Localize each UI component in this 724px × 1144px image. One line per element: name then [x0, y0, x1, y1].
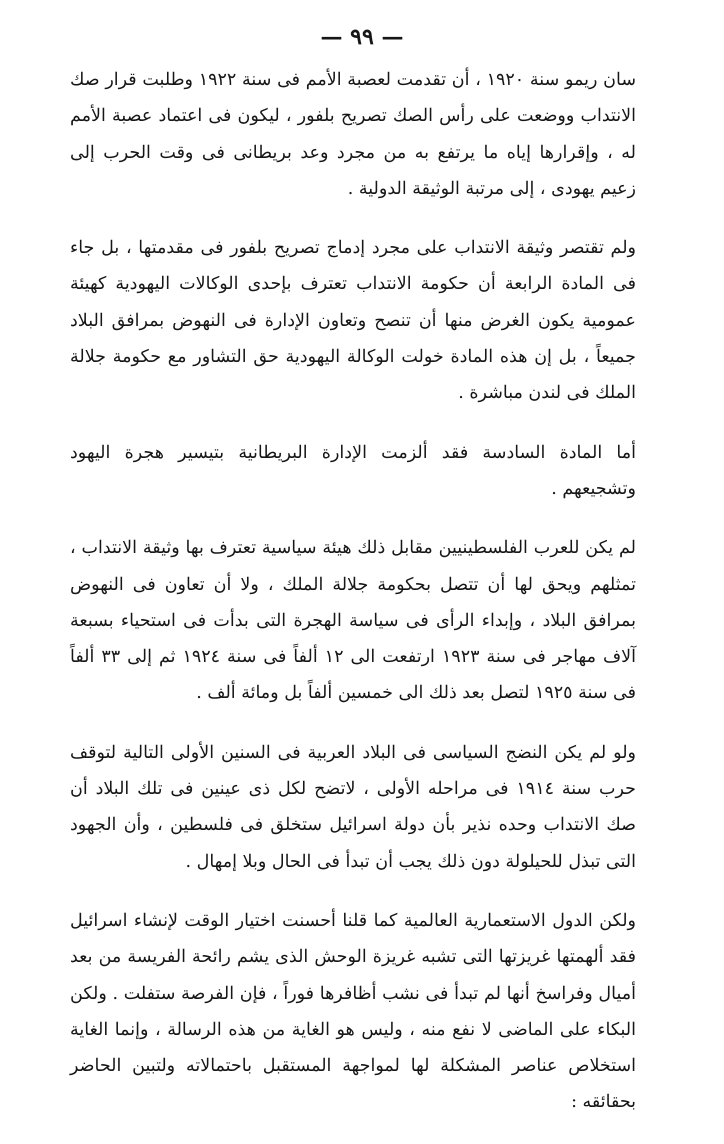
page-number: — ٩٩ —: [320, 24, 404, 50]
paragraph-2: ولم تقتصر وثيقة الانتداب على مجرد إدماج تصريح بلفور فى مقدمتها ، بل جاء فى المادة الرابعة أن حكومة الانتداب تعترف بإحدى الوكالات اليهودية كهيئة عمومية يكون الغرض منها أن تنصح وتعاون الإدارة فى النهوض بمرافق البلاد جميعاً ، بل إن هذه المادة خولت الوكالة اليهودية حق التشاور مع حكومة جلالة الملك فى لندن مباشرة .: [70, 238, 636, 404]
paragraph-3: أما المادة السادسة فقد ألزمت الإدارة البريطانية بتيسير هجرة اليهود وتشجيعهم .: [70, 442, 636, 499]
page-text: [70, 62, 636, 1144]
paragraph-6: ولكن الدول الاستعمارية العالمية كما قلنا أحسنت اختيار الوقت لإنشاء اسرائيل فقد ألهمتها غريزتها التى تشبه غريزة الوحش الذى يشم رائحة الفريسة من بعد أميال وفراسخ أنها لم تبدأ فى نشب أظافرها فوراً ، فإن الفرصة ستفلت . ولكن البكاء على الماضى لا نفع منه ، وليس هو الغاية من هذه الرسالة ، وإنما الغاية استخلاص عناصر المشكلة لها لمواجهة المستقبل باحتمالاته ولتبين الحاضر بحقائقه :: [70, 910, 636, 1113]
paragraph-4: لم يكن للعرب الفلسطينيين مقابل ذلك هيئة سياسية تعترف بها وثيقة الانتداب ، تمثلهم ويحق لها أن تتصل بحكومة جلالة الملك ، ولا أن تعاون فى النهوض بمرافق البلاد ، وإبداء الرأى فى سياسة الهجرة التى بدأت فى استحياء بسبعة آلاف مهاجر فى سنة ١٩٢٣ ارتفعت الى ١٢ ألفاً فى سنة ١٩٢٤ ثم إلى ٣٣ ألفاً فى سنة ١٩٢٥ لتصل بعد ذلك الى خمسين ألفاً بل ومائة ألف .: [70, 538, 636, 704]
paragraph-1: سان ريمو سنة ١٩٢٠ ، أن تقدمت لعصبة الأمم فى سنة ١٩٢٢ وطلبت قرار صك الانتداب ووضعت على رأس الصك تصريح بلفور ، ليكون فى اعتماد عصبة الأمم له ، وإقرارها إياه ما يرتفع به من مجرد وعد بريطانى فى وقت الحرب إلى زعيم يهودى ، إلى مرتبة الوثيقة الدولية .: [70, 70, 636, 199]
paragraph-5: ولو لم يكن النضج السياسى فى البلاد العربية فى السنين الأولى التالية لتوقف حرب سنة ١٩١٤ فى مراحله الأولى ، لاتضح لكل ذى عينين فى تلك البلاد أن صك الانتداب وحده نذير بأن دولة اسرائيل ستخلق فى فلسطين ، وأن الجهود التى تبذل للحيلولة دون ذلك يجب أن تبدأ فى الحال وبلا إمهال .: [70, 742, 636, 872]
